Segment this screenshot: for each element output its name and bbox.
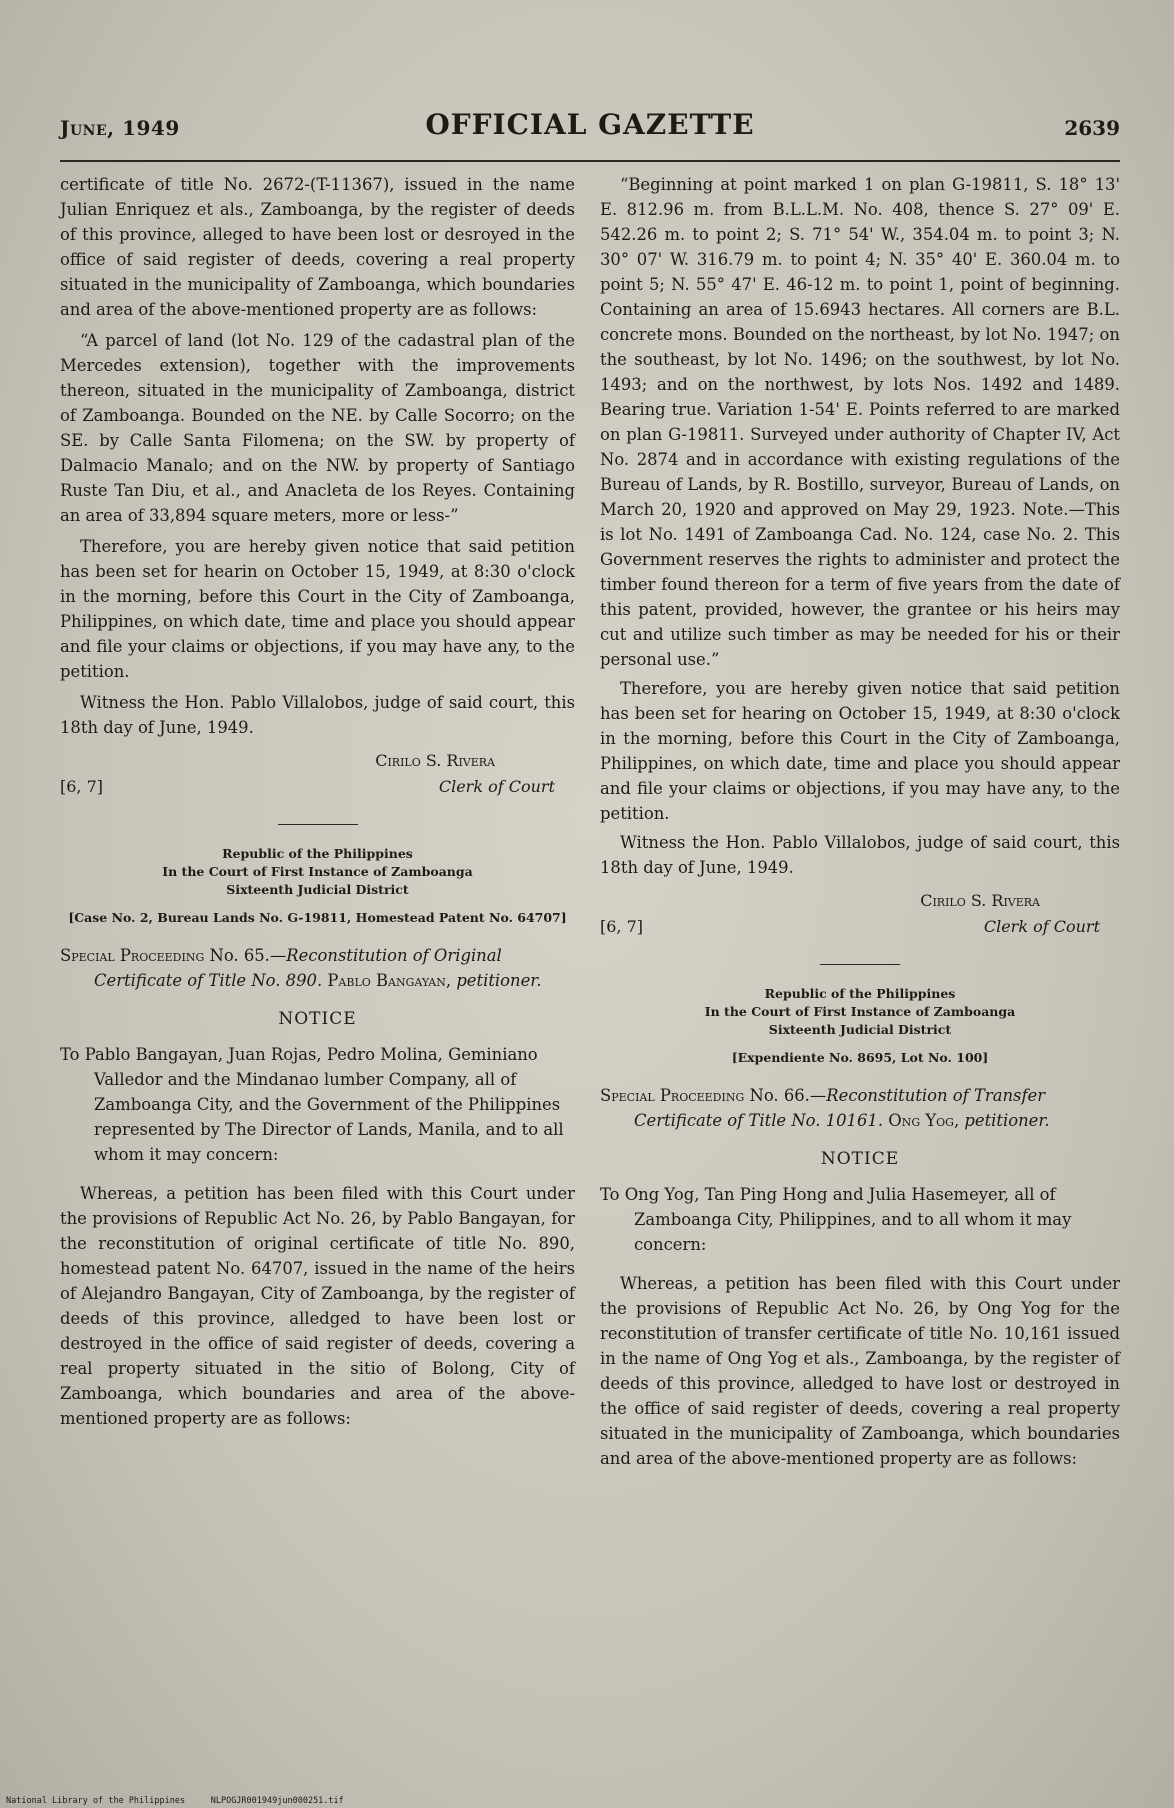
divider: [278, 824, 358, 825]
signatory-name: Cirilo S. Rivera: [920, 891, 1040, 910]
issue-ref: [6, 7]: [60, 777, 104, 796]
court-line: In the Court of First Instance of Zamboanga: [704, 1004, 1016, 1019]
paragraph: Whereas, a petition has been filed with this Court under the provisions of Republic Act No. 26, by Ong Yog for the reconstitution of transfer certificate of title No. 10,161 issued in the name of Ong Yog et als., Zamboanga, by the register of deeds of this province, alledged to have lost or destroyed in the office of said register of deeds, covering a real property situated in the municipality of Zamboanga, which boundaries and area of the above-mentioned property are as follows:: [600, 1274, 1120, 1468]
paragraph: Witness the Hon. Pablo Villalobos, judge of said court, this 18th day of June, 1949.: [60, 693, 575, 737]
court-line: In the Court of First Instance of Zamboanga: [162, 864, 473, 879]
address-line: To Ong Yog, Tan Ping Hong and Julia Hasemeyer, all of Zamboanga City, Philippines, and to all whom it may concern:: [600, 1185, 1072, 1254]
paragraph: certificate of title No. 2672-(T-11367), issued in the name Julian Enriquez et als., Zamboanga, by the register of deeds of this province, alleged to have been lost or desroyed in the office of said register of deeds, covering a real property situated in the municipality of Zamboanga, which boundaries and area of the above-mentioned property are as follows:: [60, 175, 575, 319]
petitioner-role: petitioner.: [964, 1111, 1050, 1130]
proceeding-title: Reconstitution of Transfer Certificate of Title No. 10161.: [634, 1086, 1046, 1130]
signatory-name: Cirilo S. Rivera: [375, 751, 495, 770]
district-line: Sixteenth Judicial District: [226, 882, 409, 897]
court-heading: [600, 985, 1120, 1039]
petitioner-role: petitioner.: [456, 971, 542, 990]
issue-ref: [6, 7]: [600, 917, 644, 936]
proceeding-label: Special Proceeding: [600, 1086, 745, 1105]
case-reference: [Expendiente No. 8695, Lot No. 100]: [731, 1050, 989, 1065]
paragraph: Whereas, a petition has been filed with this Court under the provisions of Republic Act No. 26, by Pablo Bangayan, for the reconstitution of original certificate of title No. 890, homestead patent No. 64707, issued in the name of the heirs of Alejandro Bangayan, City of Zamboanga, by the register of deeds of this province, alledged to have been lost or destroyed in the office of said register of deeds, covering a real property situated in the sitio of Bolong, City of Zamboanga, which boundaries and area of the above-mentioned property are as follows:: [60, 1184, 575, 1428]
paragraph: Witness the Hon. Pablo Villalobos, judge of said court, this 18th day of June, 1949.: [600, 833, 1120, 877]
republic-line: Republic of the Philippines: [764, 986, 956, 1001]
paragraph: Therefore, you are hereby given notice that said petition has been set for hearin on October 15, 1949, at 8:30 o'clock in the morning, before this Court in the City of Zamboanga, Philippines, on which date, time and place you should appear and file your claims or objections, if you may have any, to the petition.: [60, 537, 575, 681]
signature-block: [600, 888, 1120, 940]
signatory-title: Clerk of Court: [983, 917, 1100, 936]
left-column: [60, 172, 575, 1431]
library-credit: National Library of the Philippines: [6, 1796, 186, 1806]
proceeding-label: Special Proceeding: [60, 946, 205, 965]
address-line: To Pablo Bangayan, Juan Rojas, Pedro Molina, Geminiano Valledor and the Mindanao lumber Company, all of Zamboanga City, and the Government of the Philippines represented by The Director of Lands, Manila, and to all whom it may concern:: [60, 1045, 564, 1164]
right-column: [600, 172, 1120, 1471]
proceeding-number: No. 66.—: [749, 1086, 827, 1105]
page-header: [60, 108, 1120, 148]
district-line: Sixteenth Judicial District: [768, 1022, 952, 1037]
signatory-title: Clerk of Court: [438, 777, 555, 796]
proceeding-number: No. 65.—: [209, 946, 287, 965]
header-rule: [60, 160, 1120, 162]
petitioner-name: Ong Yog,: [888, 1111, 960, 1130]
scan-footer: [6, 1796, 344, 1806]
republic-line: Republic of the Philippines: [222, 846, 413, 861]
case-reference: [Case No. 2, Bureau Lands No. G-19811, Homestead Patent No. 64707]: [68, 910, 567, 925]
court-heading: [60, 845, 575, 899]
notice-heading: NOTICE: [820, 1149, 900, 1169]
file-name: NLPOGJR001949jun000251.tif: [210, 1796, 344, 1806]
publication-title: OFFICIAL GAZETTE: [425, 108, 755, 141]
signature-block: [60, 748, 575, 800]
paragraph: “Beginning at point marked 1 on plan G-19811, S. 18° 13' E. 812.96 m. from B.L.L.M. No. 408, thence S. 27° 09' E. 542.26 m. to point 2; S. 71° 54' W., 354.04 m. to point 3; N. 30° 07' W. 316.79 m. to point 4; N. 35° 40' E. 360.04 m. to point 5; N. 55° 47' E. 46-12 m. to point 1, point of beginning. Containing an area of 15.6943 hectares. All corners are B.L. concrete mons. Bounded on the northeast, by lot No. 1947; on the southeast, by lot No. 1496; on the southwest, by lot No. 1493; and on the northwest, by lots Nos. 1492 and 1489. Bearing true. Variation 1-54' E. Points referred to are marked on plan G-19811. Surveyed under authority of Chapter IV, Act No. 2874 and in accordance with existing regulations of the Bureau of Lands, by R. Bostillo, surveyor, Bureau of Lands, on March 20, 1920 and approved on May 29, 1923. Note.—This is lot No. 1491 of Zamboanga Cad. No. 124, case No. 2. This Government reserves the rights to administer and protect the timber found thereon for a term of five years from the date of this patent, provided, however, the grantee or his heirs may cut and utilize such timber as may be needed for his or their personal use.”: [600, 175, 1120, 669]
notice-heading: NOTICE: [278, 1009, 357, 1029]
proceeding-caption: [60, 943, 575, 993]
page-number: 2639: [1064, 116, 1120, 140]
petitioner-name: Pablo Bangayan,: [327, 971, 452, 990]
paragraph: “A parcel of land (lot No. 129 of the cadastral plan of the Mercedes extension), together with the improvements thereon, situated in the municipality of Zamboanga, district of Zamboanga. Bounded on the NE. by Calle Socorro; on the SE. by Calle Santa Filomena; on the SW. by property of Dalmacio Manalo; and on the NW. by property of Santiago Ruste Tan Diu, et al., and Anacleta de los Reyes. Containing an area of 33,894 square meters, more or less-”: [60, 331, 575, 525]
paragraph: Therefore, you are hereby given notice that said petition has been set for hearing on October 15, 1949, at 8:30 o'clock in the morning, before this Court in the City of Zamboanga, Philippines, on which date, time and place you should appear and file your claims or objections, if you may have any, to the petition.: [600, 679, 1120, 823]
divider: [820, 964, 900, 965]
proceeding-caption: [600, 1083, 1120, 1133]
issue-date: June, 1949: [60, 116, 180, 140]
proceeding-title: Reconstitution of Original Certificate of Title No. 890.: [94, 946, 502, 990]
